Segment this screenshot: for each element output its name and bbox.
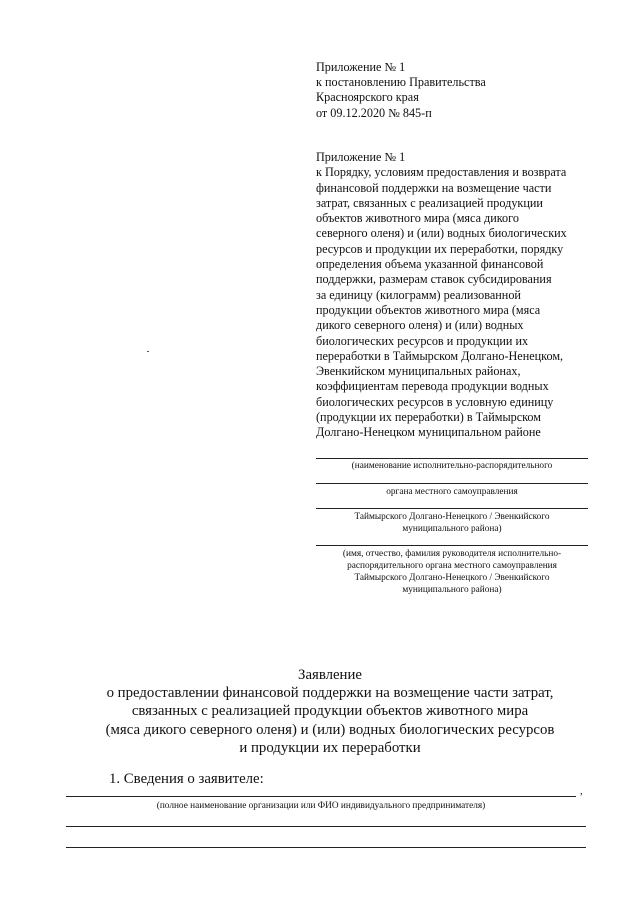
applicant-name-line[interactable] — [66, 796, 576, 797]
appendix-2-line: продукции объектов животного мира (мяса — [316, 302, 541, 317]
recipient-org-line-2[interactable] — [316, 483, 588, 484]
appendix-2-header — [316, 150, 567, 441]
appendix-2-line: ресурсов и продукции их переработки, порядку — [316, 241, 564, 256]
appendix-2-line: (продукции их переработки) в Таймырском — [316, 410, 542, 425]
recipient-caption-3 — [316, 511, 588, 535]
statement-title — [60, 666, 600, 757]
appendix-2-line: за единицу (килограмм) реализованной — [316, 287, 521, 302]
appendix-1-line: к постановлению Правительства — [316, 75, 486, 90]
recipient-caption-3-line: муниципального района) — [402, 524, 502, 534]
section-1-heading: 1. Сведения о заявителе: — [109, 771, 264, 787]
appendix-2-line: затрат, связанных с реализацией продукции — [316, 195, 543, 210]
appendix-2-line: поддержки, размерам ставок субсидирования — [316, 272, 552, 287]
recipient-head-line[interactable] — [316, 545, 588, 546]
appendix-1-line: от 09.12.2020 № 845-п — [316, 105, 432, 120]
recipient-caption-4-line: муниципального района) — [402, 585, 502, 595]
statement-title-line: и продукции их переработки — [239, 739, 421, 756]
appendix-2-line: к Порядку, условиям предоставления и возврата — [316, 165, 567, 180]
appendix-1-line: Красноярского края — [316, 90, 419, 105]
applicant-extra-line-2[interactable] — [66, 847, 586, 848]
appendix-2-line: дикого северного оленя) и (или) водных — [316, 318, 524, 333]
scan-speck — [147, 351, 149, 352]
recipient-caption-4 — [316, 548, 588, 596]
recipient-caption-3-line: Таймырского Долгано-Ненецкого / Эвенкийского — [354, 512, 550, 522]
recipient-caption-4-line: Таймырского Долгано-Ненецкого / Эвенкийского — [354, 573, 550, 583]
appendix-2-line: объектов животного мира (мяса дикого — [316, 211, 519, 226]
recipient-caption-1: (наименование исполнительно-распорядительного — [351, 461, 553, 471]
appendix-2-line: биологических ресурсов и продукции их — [316, 333, 529, 348]
recipient-org-line-3[interactable] — [316, 508, 588, 509]
appendix-2-line: Приложение № 1 — [316, 150, 406, 164]
applicant-name-caption: (полное наименование организации или ФИО индивидуального предпринимателя) — [156, 801, 486, 811]
applicant-extra-line-1[interactable] — [66, 826, 586, 827]
appendix-2-line: определения объема указанной финансовой — [316, 257, 544, 272]
appendix-2-line: коэффициентам перевода продукции водных — [316, 379, 549, 394]
appendix-1-header — [316, 60, 486, 121]
appendix-2-line: переработки в Таймырском Долгано-Ненецком, — [316, 348, 564, 363]
appendix-2-line: биологических ресурсов в условную единицу — [316, 394, 554, 409]
statement-title-line: (мяса дикого северного оленя) и (или) водных биологических ресурсов — [105, 721, 555, 738]
recipient-caption-4-line: (имя, отчество, фамилия руководителя исполнительно- — [342, 549, 562, 559]
statement-title-line: о предоставлении финансовой поддержки на возмещение части затрат, — [106, 685, 554, 702]
appendix-2-line: финансовой поддержки на возмещение части — [316, 180, 552, 195]
appendix-2-line: Эвенкийском муниципальных районах, — [316, 364, 521, 379]
statement-title-line: связанных с реализацией продукции объектов животного мира — [131, 703, 529, 720]
recipient-org-line-1[interactable] — [316, 458, 588, 459]
appendix-1-line: Приложение № 1 — [316, 60, 406, 74]
recipient-caption-2: органа местного самоуправления — [386, 487, 518, 497]
recipient-caption-4-line: распорядительного органа местного самоуправления — [347, 561, 557, 571]
statement-heading: Заявление — [298, 667, 362, 683]
applicant-name-comma: , — [580, 785, 583, 797]
appendix-2-line: Долгано-Ненецком муниципальном районе — [316, 425, 541, 440]
appendix-2-line: северного оленя) и (или) водных биологических — [316, 226, 567, 241]
